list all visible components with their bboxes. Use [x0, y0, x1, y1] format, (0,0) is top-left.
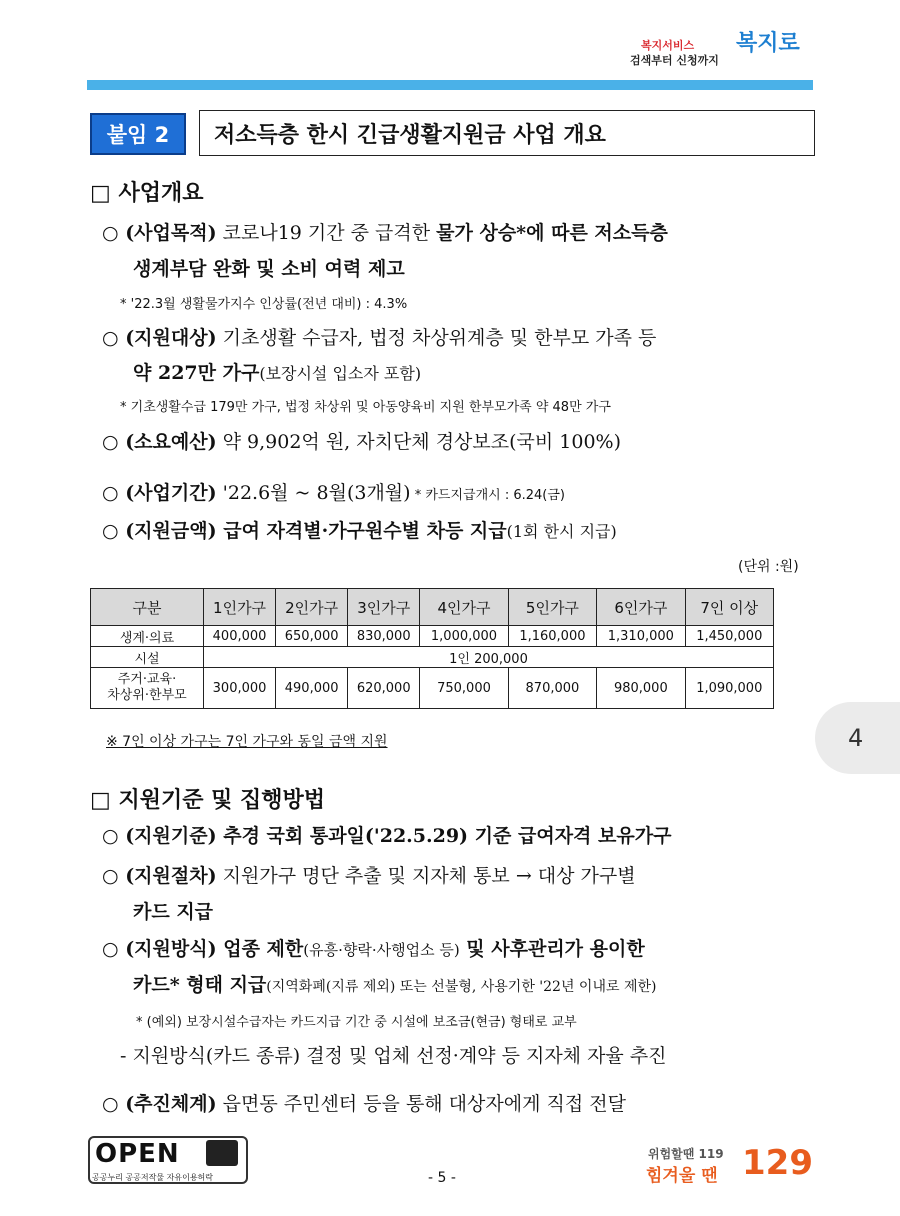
table-cell: 1,450,000	[685, 626, 773, 647]
period-line: ○ (사업기간) '22.6월 ~ 8월(3개월) * 카드지급개시 : 6.24(금)	[102, 482, 565, 504]
hotline-number: 129	[742, 1143, 813, 1183]
table-cell: 300,000	[204, 668, 276, 709]
page-number: - 5 -	[428, 1170, 456, 1186]
table-header-cell: 구분	[91, 589, 204, 626]
attachment-badge: 붙임 2	[90, 113, 186, 155]
table-cell-merged: 1인 200,000	[204, 647, 774, 668]
table-cell: 830,000	[348, 626, 420, 647]
table-header-cell: 5인가구	[508, 589, 596, 626]
table-row-label: 생계·의료	[91, 626, 204, 647]
table-row	[91, 668, 774, 709]
table-cell: 1,090,000	[685, 668, 773, 709]
hotline-tagline-2: 힘겨울 땐	[646, 1166, 718, 1186]
table-header-cell: 7인 이상	[685, 589, 773, 626]
unit-label: (단위 :원)	[738, 559, 799, 575]
target-line-1: ○ (지원대상) 기초생활 수급자, 법정 차상위계층 및 한부모 가족 등	[102, 327, 657, 349]
open-license-text: OPEN	[95, 1139, 180, 1169]
process-line-1: ○ (지원절차) 지원가구 명단 추출 및 지자체 통보 → 대상 가구별	[102, 865, 636, 887]
purpose-line-2: 생계부담 완화 및 소비 여력 제고	[133, 258, 405, 280]
section-heading-overview: □ 사업개요	[90, 181, 204, 206]
amount-line: ○ (지원금액) 급여 자격별·가구원수별 차등 지급(1회 한시 지급)	[102, 520, 617, 542]
table-cell: 400,000	[204, 626, 276, 647]
target-line-2: 약 227만 가구(보장시설 입소자 포함)	[133, 362, 422, 384]
table-cell: 750,000	[420, 668, 508, 709]
table-cell: 650,000	[276, 626, 348, 647]
purpose-line-1: ○ (사업목적) 코로나19 기간 중 급격한 물가 상승*에 따른 저소득층	[102, 222, 668, 244]
page-side-tab-number: 4	[848, 724, 864, 752]
page-title: 저소득층 한시 긴급생활지원금 사업 개요	[199, 110, 815, 156]
amount-table	[90, 588, 774, 709]
logo-tagline-2: 검색부터 신청까지	[630, 54, 719, 67]
criteria-line: ○ (지원기준) 추경 국회 통과일('22.5.29) 기준 급여자격 보유가구	[102, 825, 672, 847]
header-divider	[87, 80, 813, 90]
table-row	[91, 647, 774, 668]
table-cell: 1,000,000	[420, 626, 508, 647]
table-header-row	[91, 589, 774, 626]
budget-line: ○ (소요예산) 약 9,902억 원, 자치단체 경상보조(국비 100%)	[102, 431, 622, 453]
table-cell: 1,160,000	[508, 626, 596, 647]
table-cell: 490,000	[276, 668, 348, 709]
logo-tagline-1: 복지서비스	[641, 39, 695, 52]
table-cell: 980,000	[597, 668, 685, 709]
attribution-icon	[206, 1140, 238, 1166]
table-row	[91, 626, 774, 647]
table-header-cell: 4인가구	[420, 589, 508, 626]
process-line-2: 카드 지급	[133, 901, 214, 923]
table-header-cell: 1인가구	[204, 589, 276, 626]
open-license-subtext: 공공누리 공공저작물 자유이용허락	[92, 1173, 214, 1182]
purpose-note: * '22.3월 생활물가지수 인상률(전년 대비) : 4.3%	[120, 297, 408, 312]
section-heading-criteria: □ 지원기준 및 집행방법	[90, 788, 326, 813]
table-cell: 870,000	[508, 668, 596, 709]
target-note: * 기초생활수급 179만 가구, 법정 차상위 및 아동양육비 지원 한부모가족 약 48만 가구	[120, 400, 611, 415]
method-dash-line: - 지원방식(카드 종류) 결정 및 업체 선정·계약 등 지자체 자율 추진	[120, 1045, 667, 1067]
method-note: * (예외) 보장시설수급자는 카드지급 기간 중 시설에 보조금(현금) 형태로 교부	[136, 1015, 577, 1030]
table-row-label: 시설	[91, 647, 204, 668]
system-line: ○ (추진체계) 읍면동 주민센터 등을 통해 대상자에게 직접 전달	[102, 1093, 626, 1115]
table-note: ※ 7인 이상 가구는 7인 가구와 동일 금액 지원	[106, 734, 388, 750]
table-row-label: 주거·교육· 차상위·한부모	[91, 668, 204, 709]
method-line-1: ○ (지원방식) 업종 제한(유흥·향락·사행업소 등) 및 사후관리가 용이한	[102, 938, 645, 960]
table-cell: 620,000	[348, 668, 420, 709]
table-header-cell: 6인가구	[597, 589, 685, 626]
table-header-cell: 2인가구	[276, 589, 348, 626]
table-header-cell: 3인가구	[348, 589, 420, 626]
bokjiro-logo: 복지로	[736, 31, 800, 56]
table-cell: 1,310,000	[597, 626, 685, 647]
method-line-2: 카드* 형태 지급(지역화폐(지류 제외) 또는 선불형, 사용기한 '22년 이내로 제한)	[133, 974, 657, 996]
hotline-tagline-1: 위험할땐 119	[648, 1147, 724, 1161]
